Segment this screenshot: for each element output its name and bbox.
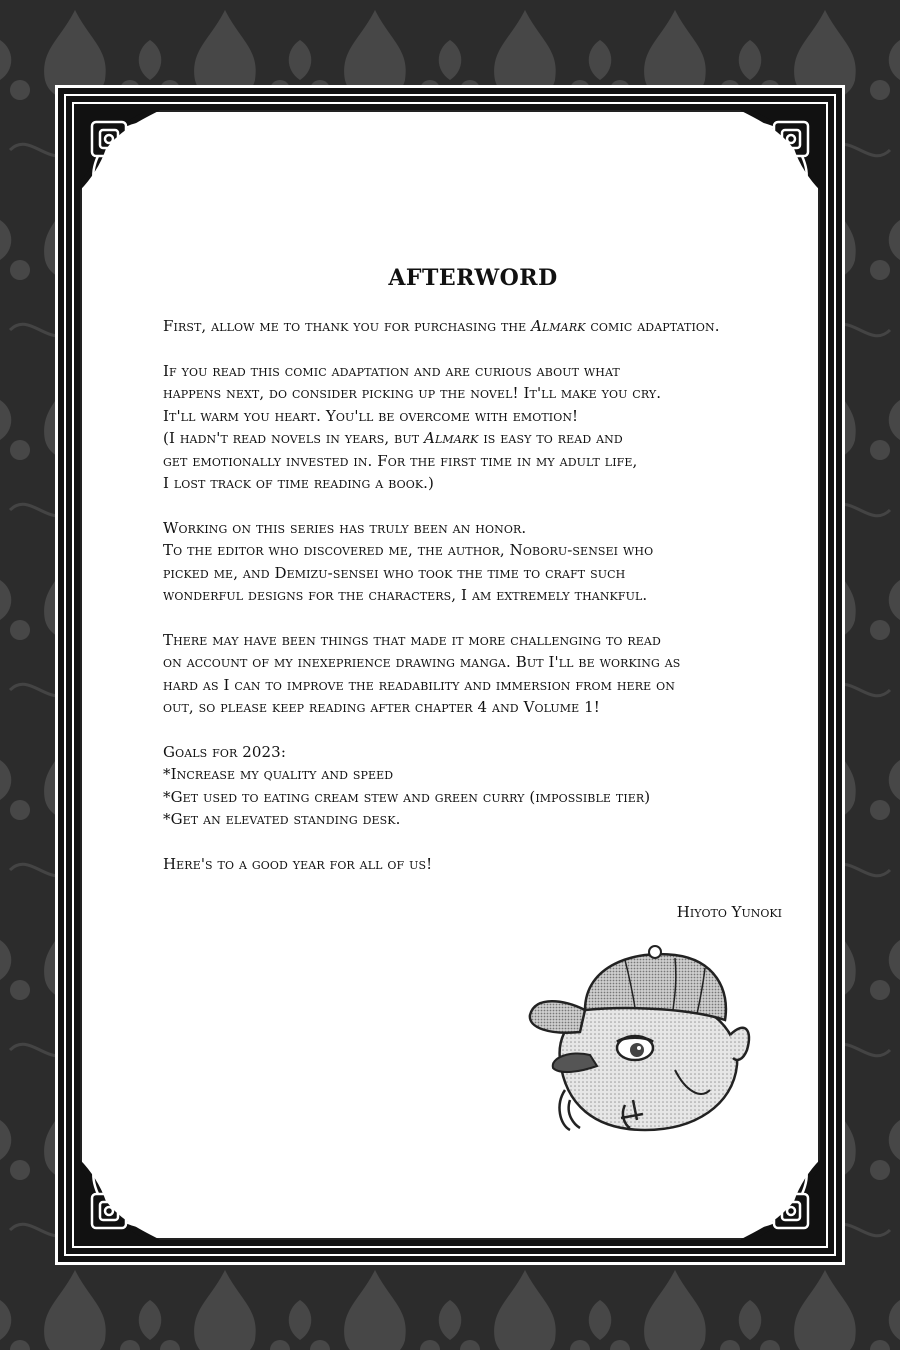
text-line: To the editor who discovered me, the author, Noboru-sensei who [163, 541, 654, 559]
text-line: out, so please keep reading after chapter 4 and Volume 1! [163, 698, 600, 716]
text-line: get emotionally invested in. For the first time in my adult life, [163, 451, 638, 470]
text-segment: is easy to read and [478, 429, 623, 447]
page-title: AFTERWORD [388, 265, 558, 291]
text-line: I lost track of time reading a book.) [163, 474, 434, 492]
text-segment: (I hadn't read novels in years, but [163, 429, 425, 447]
author-signature: Hiyoto Yunoki [676, 903, 782, 921]
paragraph-challenges [163, 629, 783, 719]
paragraph-closing [163, 853, 783, 876]
celtic-knot-ornament-icon [78, 1122, 198, 1242]
paragraph-honor [163, 517, 783, 607]
text-line: wonderful designs for the characters, I am extremely thankful. [163, 586, 648, 604]
text-line [163, 315, 783, 338]
title-italic: Almark [531, 317, 586, 335]
text-segment: comic adaptation. [585, 317, 720, 335]
text-line: If you read this comic adaptation and are curious about what [163, 361, 620, 380]
bird-mascot-illustration [525, 940, 755, 1150]
text-line: Working on this series has truly been an honor. [163, 518, 527, 537]
text-line: picked me, and Demizu-sensei who took the time to craft such [163, 563, 626, 582]
text-segment: First, allow me to thank you for purchasing the [163, 317, 532, 335]
celtic-knot-ornament-icon [78, 108, 198, 228]
paragraph-thanks [163, 315, 783, 338]
celtic-knot-ornament-icon [702, 108, 822, 228]
text-line: *Increase my quality and speed [163, 765, 394, 783]
text-line: happens next, do consider picking up the novel! It'll make you cry. [163, 384, 662, 402]
text-line: Here's to a good year for all of us! [163, 854, 433, 873]
text-line: There may have been things that made it more challenging to read [163, 630, 661, 649]
text-line: on account of my inexeprience drawing manga. But I'll be working as [163, 653, 681, 671]
text-line: Goals for 2023: [163, 742, 286, 761]
afterword-content [163, 265, 783, 897]
paragraph-novel [163, 360, 783, 495]
text-line: *Get used to eating cream stew and green curry (impossible tier) [163, 787, 651, 806]
text-line: *Get an elevated standing desk. [163, 810, 401, 828]
text-line: It'll warm you heart. You'll be overcome with emotion! [163, 406, 579, 425]
text-line [163, 427, 783, 450]
paragraph-goals [163, 741, 783, 831]
text-line: hard as I can to improve the readability and immersion from here on [163, 675, 675, 694]
title-italic: Almark [424, 429, 479, 447]
